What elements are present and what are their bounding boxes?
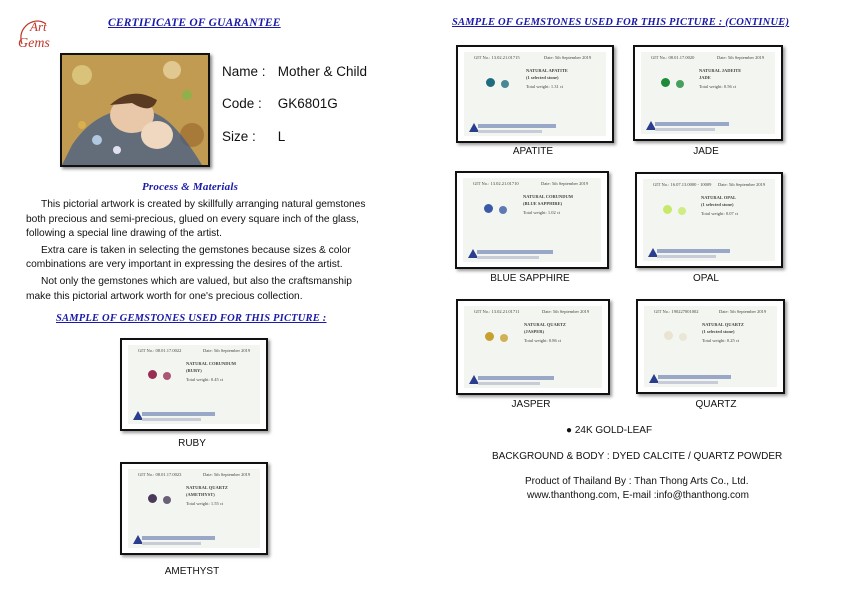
gemstone-sample [501,80,509,88]
cert-variety: (1 selected stone) [701,202,734,207]
process-description [26,198,371,306]
gemstone-sample [500,334,508,342]
gem-certificate-opal [635,172,783,268]
gem-certificate-ruby [120,338,268,431]
cert-number: GIT No.: 190227001002 [654,309,699,314]
gemstone-sample [663,205,672,214]
institute-footer-subbar [478,130,542,133]
gem-certificate-apatite [456,45,614,143]
cert-date: Date: 5th September 2019 [203,472,251,477]
size-label: Size : [222,129,256,144]
continue-title: SAMPLE OF GEMSTONES USED FOR THIS PICTURE : (CONTINUE) [452,17,790,28]
gem-caption-blue-sapphire: BLUE SAPPHIRE [490,273,570,284]
gem-caption-jade: JADE [693,146,719,157]
code-label: Code : [222,96,262,111]
cert-result: NATURAL QUARTZ [702,322,744,327]
institute-footer-subbar [478,382,540,385]
institute-footer-bar [478,376,554,380]
cert-result: NATURAL OPAL [701,195,736,200]
cert-number: GIT No.: 08.01.17.0022 [138,348,182,353]
gem-certificate-quartz [636,299,785,394]
gemstone-sample [679,333,687,341]
gemstone-sample [486,78,495,87]
code-value: GK6801G [277,96,338,111]
cert-variety: (1 selected stone) [702,329,735,334]
gem-caption-opal: OPAL [693,273,719,284]
cert-weight: Total weight: 1.31 ct [526,84,564,89]
certificate-title: CERTIFICATE OF GUARANTEE [108,17,281,29]
gold-leaf-line [566,425,652,436]
certificate-paper [643,179,775,261]
institute-footer-subbar [477,256,539,259]
certificate-paper [641,52,775,134]
info-name-row [222,64,367,79]
certificate-paper [128,469,260,548]
gem-certificate-jade [633,45,783,141]
cert-date: Date: 5th September 2019 [541,181,589,186]
cert-number: GIT No.: 13.02.21.01710 [473,181,519,186]
institute-footer-subbar [142,418,201,421]
info-size-row [222,129,285,144]
gemstone-sample [678,207,686,215]
background-body-line: BACKGROUND & BODY : DYED CALCITE / QUARTZ POWDER [492,451,783,462]
cert-variety: (BLUE SAPPHIRE) [523,201,563,206]
institute-footer-bar [658,375,731,379]
institute-footer-bar [655,122,729,126]
svg-text:Gems: Gems [18,36,50,50]
certificate-paper [464,52,606,136]
institute-footer-subbar [658,381,718,384]
institute-footer-subbar [655,128,715,131]
paragraph: This pictorial artwork is created by skillfully arranging natural gemstones both precious and semi-precious, glued on every square inch of the glass, following a special line drawing of the artist. [26,199,366,240]
gemstone-sample [148,370,157,379]
samples-title: SAMPLE OF GEMSTONES USED FOR THIS PICTURE : [56,313,327,324]
cert-weight: Total weight: 0.07 ct [701,211,739,216]
cert-variety: JADE [699,75,711,80]
cert-date: Date: 5th September 2019 [718,182,766,187]
gem-certificate-blue-sapphire [455,171,609,269]
cert-number: GIT No.: 13.02.21.01715 [474,55,520,60]
gemstone-sample [485,332,494,341]
gemstone-sample [499,206,507,214]
cert-result: NATURAL APATITE [526,68,568,73]
gemstone-sample [484,204,493,213]
cert-weight: Total weight: 0.25 ct [702,338,740,343]
cert-result: NATURAL QUARTZ [186,485,228,490]
certificate-paper [463,178,601,262]
gem-caption-apatite: APATITE [512,146,554,157]
institute-footer-bar [477,250,553,254]
name-label: Name : [222,64,266,79]
gem-certificate-jasper [456,299,610,395]
process-title: Process & Materials [142,181,239,193]
gemstone-sample [661,78,670,87]
contact-line: www.thanthong.com, E-mail :info@thanthong.com [527,490,749,501]
cert-variety: (1 selected stone) [526,75,559,80]
cert-date: Date: 5th September 2019 [203,348,251,353]
cert-result: NATURAL QUARTZ [524,322,566,327]
institute-footer-bar [142,412,215,416]
cert-weight: Total weight: 0.86 ct [524,338,562,343]
institute-footer-bar [142,536,215,540]
art-gems-logo [16,14,68,50]
gold-leaf-text: 24K GOLD-LEAF [574,425,653,436]
name-value: Mother & Child [277,64,368,79]
cert-weight: Total weight: 0.56 ct [699,84,737,89]
paragraph: Not only the gemstones which are valued, but also the craftsmanship make this pictorial artwork worth for one's precious collection. [26,275,352,302]
cert-date: Date: 5th September 2019 [544,55,592,60]
cert-weight: Total weight: 0.45 ct [186,377,224,382]
artwork-image [60,53,210,167]
bullet-icon: ● [566,425,573,436]
gemstone-sample [664,331,673,340]
cert-date: Date: 5th September 2019 [719,309,767,314]
institute-footer-subbar [142,542,201,545]
gem-caption-quartz: QUARTZ [695,399,737,410]
institute-footer-bar [657,249,730,253]
cert-number: GIT No.: 16.07.13.0000 - 10009 [653,182,712,187]
gem-caption-jasper: JASPER [511,399,551,410]
gemstone-sample [676,80,684,88]
gemstone-sample [163,496,171,504]
gemstone-sample [163,372,171,380]
cert-result: NATURAL CORUNDUM [186,361,237,366]
certificate-paper [464,306,602,388]
gem-caption-ruby: RUBY [178,438,206,449]
gemstone-sample [148,494,157,503]
cert-variety: (JASPER) [524,329,544,334]
cert-result: NATURAL CORUNDUM [523,194,574,199]
cert-number: GIT No.: 13.02.21.01711 [474,309,520,314]
cert-variety: (RUBY) [186,368,202,373]
svg-text:Art: Art [30,19,47,34]
cert-date: Date: 5th September 2019 [542,309,590,314]
certificate-paper [128,345,260,424]
product-line: Product of Thailand By : Than Thong Arts Co., Ltd. [525,476,749,487]
cert-number: GIT No.: 08.01.17.0023 [138,472,182,477]
cert-date: Date: 5th September 2019 [717,55,765,60]
cert-number: GIT No.: 08.01.17.0020 [651,55,695,60]
cert-result: NATURAL JADEITE [699,68,742,73]
gem-certificate-amethyst [120,462,268,555]
cert-weight: Total weight: 1.55 ct [186,501,224,506]
cert-weight: Total weight: 1.02 ct [523,210,561,215]
cert-variety: (AMETHYST) [186,492,215,497]
info-code-row [222,96,338,111]
institute-footer-subbar [657,255,716,258]
paragraph: Extra care is taken in selecting the gemstones because sizes & color combinations are very important in expressing the desires of the artist. [26,244,351,271]
certificate-paper [644,306,777,387]
gem-caption-amethyst: AMETHYST [164,566,220,577]
size-value: L [277,129,286,144]
institute-footer-bar [478,124,556,128]
